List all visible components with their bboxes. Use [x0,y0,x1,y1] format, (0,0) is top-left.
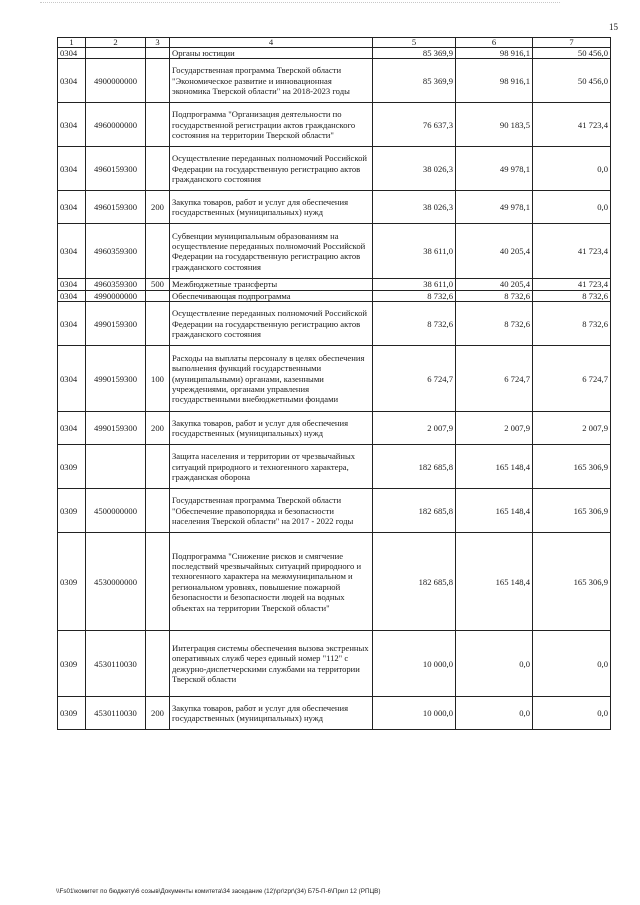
expense-type-cell [146,59,170,103]
item-name-cell: Осуществление переданных полномочий Российской Федерации на государственную регистрацию актов гражданского состояния [170,302,373,346]
target-article-cell: 4900000000 [86,59,146,103]
table-row [58,489,611,533]
expense-type-cell: 500 [146,279,170,290]
budget-table [57,37,611,730]
table-row [58,279,611,290]
section-code-cell: 0304 [58,346,86,412]
section-code-cell: 0304 [58,147,86,191]
item-name-cell: Закупка товаров, работ и услуг для обеспечения государственных (муниципальных) нужд [170,412,373,445]
amount-col7-cell: 165 306,9 [533,445,611,489]
amount-col6-cell: 90 183,5 [456,103,533,147]
amount-col5-cell: 10 000,0 [373,631,456,697]
file-path-footer: \\Fs01\комитет по бюджету\6 созыв\Документы комитета\34 заседание (12)\pr\zpr\(34) Б75-П-6\Прил 12 (РПЦВ) [56,888,381,895]
amount-col5-cell: 38 611,0 [373,279,456,290]
item-name-cell: Органы юстиции [170,48,373,59]
amount-col7-cell: 8 732,6 [533,290,611,301]
target-article-cell: 4530000000 [86,533,146,631]
amount-col5-cell: 85 369,9 [373,59,456,103]
amount-col5-cell: 8 732,6 [373,290,456,301]
item-name-cell: Интеграция системы обеспечения вызова экстренных оперативных служб через единый номер "112" с дежурно-диспетчерскими службами на территории Тверской области [170,631,373,697]
section-code-cell: 0304 [58,279,86,290]
target-article-cell: 4960159300 [86,191,146,224]
table-row [58,302,611,346]
amount-col5-cell: 85 369,9 [373,48,456,59]
expense-type-cell: 200 [146,191,170,224]
item-name-cell: Осуществление переданных полномочий Российской Федерации на государственную регистрацию актов гражданского состояния [170,147,373,191]
target-article-cell: 4530110030 [86,631,146,697]
col-header-3: 3 [146,38,170,48]
amount-col5-cell: 38 611,0 [373,224,456,279]
amount-col5-cell: 182 685,8 [373,533,456,631]
amount-col7-cell: 165 306,9 [533,489,611,533]
item-name-cell: Межбюджетные трансферты [170,279,373,290]
amount-col6-cell: 6 724,7 [456,346,533,412]
table-body [58,48,611,730]
item-name-cell: Государственная программа Тверской области "Обеспечение правопорядка и безопасности населения Тверской области" на 2017 - 2022 годы [170,489,373,533]
section-code-cell: 0309 [58,489,86,533]
amount-col6-cell: 98 916,1 [456,48,533,59]
table-row [58,533,611,631]
col-header-2: 2 [86,38,146,48]
expense-type-cell: 200 [146,697,170,730]
item-name-cell: Подпрограмма "Организация деятельности по государственной регистрации актов гражданского состояния на территории Тверской области" [170,103,373,147]
table-row [58,224,611,279]
table-row [58,147,611,191]
expense-type-cell: 100 [146,346,170,412]
amount-col6-cell: 165 148,4 [456,489,533,533]
target-article-cell: 4960359300 [86,279,146,290]
amount-col6-cell: 8 732,6 [456,290,533,301]
item-name-cell: Государственная программа Тверской области "Экономическое развитие и инновационная экономика Тверской области" на 2018-2023 годы [170,59,373,103]
amount-col6-cell: 165 148,4 [456,533,533,631]
item-name-cell: Обеспечивающая подпрограмма [170,290,373,301]
amount-col7-cell: 0,0 [533,697,611,730]
amount-col6-cell: 98 916,1 [456,59,533,103]
item-name-cell: Субвенции муниципальным образованиям на осуществление переданных полномочий Российской Федерации на государственную регистрацию актов гражданского состояния [170,224,373,279]
amount-col5-cell: 2 007,9 [373,412,456,445]
amount-col7-cell: 0,0 [533,147,611,191]
amount-col7-cell: 0,0 [533,191,611,224]
item-name-cell: Подпрограмма "Снижение рисков и смягчение последствий чрезвычайных ситуаций природного и техногенного характера на межмуниципальном и региональном уровнях, повышение пожарной безопасности и безопасности людей на водных объектах на территории Тверской области" [170,533,373,631]
amount-col7-cell: 50 456,0 [533,48,611,59]
amount-col7-cell: 41 723,4 [533,279,611,290]
section-code-cell: 0304 [58,290,86,301]
amount-col6-cell: 49 978,1 [456,191,533,224]
expense-type-cell [146,489,170,533]
target-article-cell: 4960000000 [86,103,146,147]
table-row [58,59,611,103]
amount-col5-cell: 182 685,8 [373,489,456,533]
expense-type-cell [146,631,170,697]
target-article-cell: 4990000000 [86,290,146,301]
expense-type-cell [146,103,170,147]
section-code-cell: 0304 [58,59,86,103]
header-row [58,38,611,48]
expense-type-cell [146,445,170,489]
amount-col6-cell: 2 007,9 [456,412,533,445]
page-number: 15 [609,22,618,32]
expense-type-cell [146,48,170,59]
expense-type-cell: 200 [146,412,170,445]
table-row [58,48,611,59]
target-article-cell: 4960359300 [86,224,146,279]
table-row [58,412,611,445]
section-code-cell: 0304 [58,302,86,346]
amount-col6-cell: 0,0 [456,697,533,730]
col-header-4: 4 [170,38,373,48]
target-article-cell: 4990159300 [86,302,146,346]
amount-col7-cell: 2 007,9 [533,412,611,445]
amount-col6-cell: 8 732,6 [456,302,533,346]
target-article-cell: 4500000000 [86,489,146,533]
table-row [58,290,611,301]
amount-col6-cell: 40 205,4 [456,279,533,290]
expense-type-cell [146,533,170,631]
expense-type-cell [146,302,170,346]
amount-col5-cell: 6 724,7 [373,346,456,412]
amount-col5-cell: 38 026,3 [373,147,456,191]
item-name-cell: Закупка товаров, работ и услуг для обеспечения государственных (муниципальных) нужд [170,191,373,224]
col-header-7: 7 [533,38,611,48]
target-article-cell [86,445,146,489]
expense-type-cell [146,147,170,191]
amount-col5-cell: 38 026,3 [373,191,456,224]
item-name-cell: Закупка товаров, работ и услуг для обеспечения государственных (муниципальных) нужд [170,697,373,730]
table-row [58,103,611,147]
scan-artifact-line [40,2,560,6]
amount-col5-cell: 76 637,3 [373,103,456,147]
col-header-6: 6 [456,38,533,48]
section-code-cell: 0304 [58,412,86,445]
table-row [58,445,611,489]
table-row [58,346,611,412]
table-row [58,697,611,730]
amount-col7-cell: 41 723,4 [533,224,611,279]
amount-col6-cell: 0,0 [456,631,533,697]
col-header-1: 1 [58,38,86,48]
amount-col5-cell: 8 732,6 [373,302,456,346]
section-code-cell: 0309 [58,631,86,697]
amount-col7-cell: 0,0 [533,631,611,697]
amount-col7-cell: 8 732,6 [533,302,611,346]
amount-col6-cell: 49 978,1 [456,147,533,191]
amount-col5-cell: 182 685,8 [373,445,456,489]
section-code-cell: 0304 [58,191,86,224]
target-article-cell: 4530110030 [86,697,146,730]
item-name-cell: Защита населения и территории от чрезвычайных ситуаций природного и техногенного характера, гражданская оборона [170,445,373,489]
section-code-cell: 0304 [58,224,86,279]
section-code-cell: 0304 [58,103,86,147]
amount-col6-cell: 40 205,4 [456,224,533,279]
table-row [58,631,611,697]
section-code-cell: 0304 [58,48,86,59]
table-row [58,191,611,224]
amount-col7-cell: 6 724,7 [533,346,611,412]
section-code-cell: 0309 [58,697,86,730]
amount-col5-cell: 10 000,0 [373,697,456,730]
section-code-cell: 0309 [58,445,86,489]
section-code-cell: 0309 [58,533,86,631]
expense-type-cell [146,224,170,279]
amount-col7-cell: 41 723,4 [533,103,611,147]
amount-col7-cell: 50 456,0 [533,59,611,103]
target-article-cell: 4990159300 [86,412,146,445]
target-article-cell: 4960159300 [86,147,146,191]
item-name-cell: Расходы на выплаты персоналу в целях обеспечения выполнения функций государственными (муниципальными) органами, казенными учреждениями, органами управления государственными внебюджетными фондами [170,346,373,412]
amount-col6-cell: 165 148,4 [456,445,533,489]
col-header-5: 5 [373,38,456,48]
expense-type-cell [146,290,170,301]
target-article-cell [86,48,146,59]
amount-col7-cell: 165 306,9 [533,533,611,631]
target-article-cell: 4990159300 [86,346,146,412]
